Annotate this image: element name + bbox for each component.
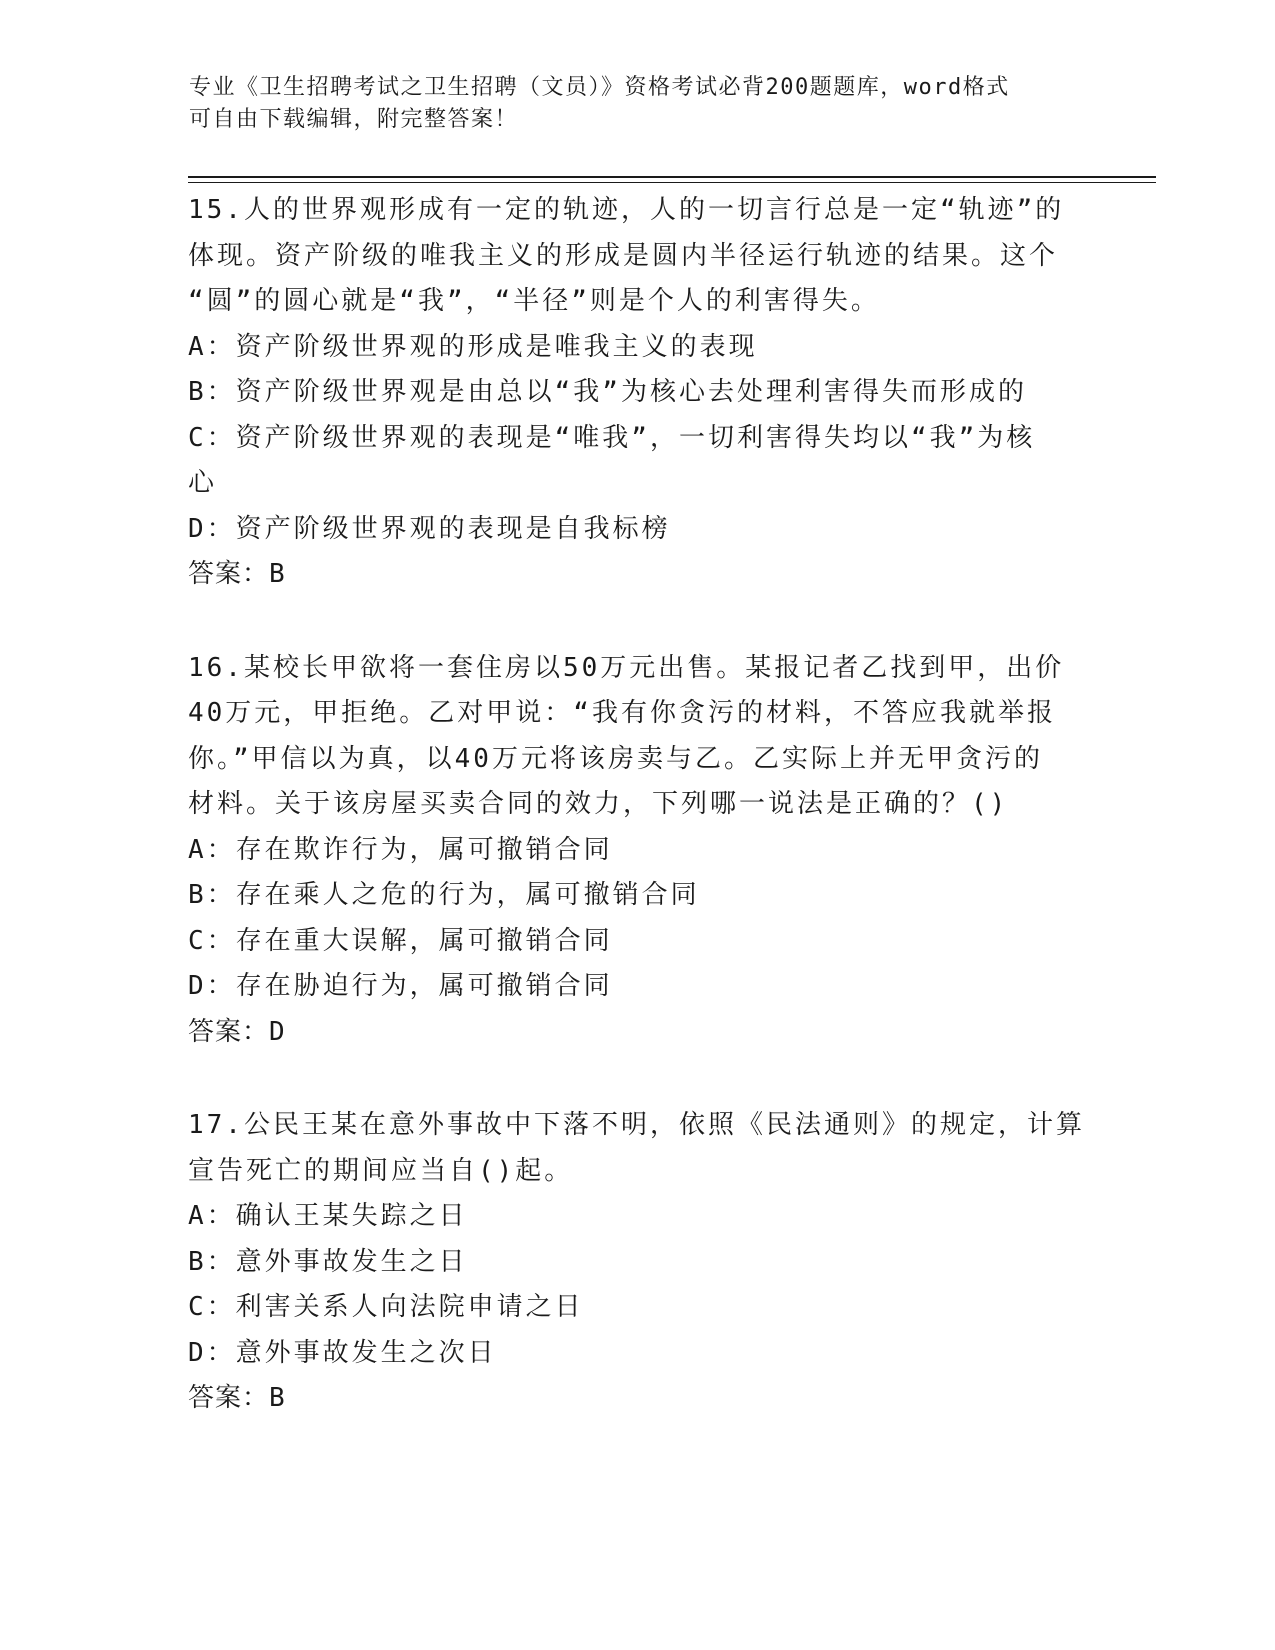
option-d: D：存在胁迫行为，属可撤销合同 xyxy=(188,971,613,1001)
answer-line: 答案：D xyxy=(188,1016,286,1047)
option-c-continued: 心 xyxy=(188,468,218,498)
question-stem-line: “圆”的圆心就是“我”，“半径”则是个人的利害得失。 xyxy=(188,286,880,316)
header-divider-thick xyxy=(188,176,1156,178)
option-a: A：资产阶级世界观的形成是唯我主义的表现 xyxy=(188,331,758,362)
option-a: A：确认王某失踪之日 xyxy=(188,1201,468,1231)
question-stem-line: 材料。关于该房屋买卖合同的效力，下列哪一说法是正确的？() xyxy=(188,789,1009,819)
answer-line: 答案：B xyxy=(188,559,286,589)
option-b: B：意外事故发生之日 xyxy=(188,1246,468,1277)
header-line: 专业《卫生招聘考试之卫生招聘（文员）》资格考试必背200题题库，word格式 xyxy=(189,75,1010,100)
option-b: B：存在乘人之危的行为，属可撤销合同 xyxy=(188,880,700,910)
question-stem-line: 15.人的世界观形成有一定的轨迹，人的一切言行总是一定“轨迹”的 xyxy=(188,195,1065,225)
document-header xyxy=(189,72,1089,136)
question-stem-line: 16.某校长甲欲将一套住房以50万元出售。某报记者乙找到甲，出价 xyxy=(188,652,1065,683)
option-d: D：资产阶级世界观的表现是自我标榜 xyxy=(188,513,671,544)
option-a: A：存在欺诈行为，属可撤销合同 xyxy=(188,834,613,865)
question-stem-line: 体现。资产阶级的唯我主义的形成是圆内半径运行轨迹的结果。这个 xyxy=(188,240,1059,271)
question-16 xyxy=(188,646,1088,1056)
header-divider-thin xyxy=(188,182,1156,183)
question-stem-line: 你。”甲信以为真，以40万元将该房卖与乙。乙实际上并无甲贪污的 xyxy=(188,743,1043,774)
question-stem-line: 17.公民王某在意外事故中下落不明，依照《民法通则》的规定，计算 xyxy=(188,1110,1085,1140)
option-b: B：资产阶级世界观是由总以“我”为核心去处理利害得失而形成的 xyxy=(188,377,1027,407)
option-c: C：存在重大误解，属可撤销合同 xyxy=(188,925,613,956)
question-stem-line: 40万元，甲拒绝。乙对甲说：“我有你贪污的材料，不答应我就举报 xyxy=(188,698,1056,728)
question-15 xyxy=(188,188,1088,598)
question-17 xyxy=(188,1103,1088,1422)
question-stem-line: 宣告死亡的期间应当自()起。 xyxy=(188,1155,574,1186)
answer-line: 答案：B xyxy=(188,1383,286,1413)
option-d: D：意外事故发生之次日 xyxy=(188,1337,497,1368)
question-list xyxy=(188,188,1088,1470)
option-c: C：资产阶级世界观的表现是“唯我”，一切利害得失均以“我”为核 xyxy=(188,422,1036,453)
header-line: 可自由下载编辑，附完整答案！ xyxy=(189,107,519,132)
option-c: C：利害关系人向法院申请之日 xyxy=(188,1292,584,1322)
